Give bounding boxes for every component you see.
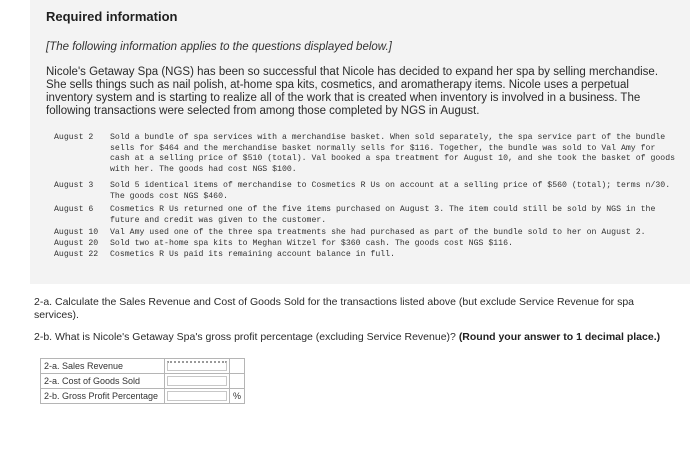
percent-unit: %: [230, 389, 245, 404]
rounding-instruction: (Round your answer to 1 decimal place.): [458, 331, 661, 343]
transaction-date: August 22: [54, 250, 99, 259]
question-2a: 2-a. Calculate the Sales Revenue and Cost of Goods Sold for the transactions listed above (but exclude Service Revenue for spa services).: [34, 296, 635, 321]
transaction-text: Sold a bundle of spa services with a merchandise basket. When sold separately, the spa service part of the bundle sells for $464 and the merchandise basket normally sells for $116. Together, the bundle was sold to Val Amy for cash at a selling price of $510 (total). Val booked a spa treatment for August 10, and she took the basket of goods with her. The goods had cost NGS $100.: [110, 133, 676, 174]
sales-revenue-cell: [165, 359, 230, 374]
answer-label: 2-a. Cost of Goods Sold: [41, 374, 165, 389]
answer-label: 2-a. Sales Revenue: [41, 359, 165, 374]
transaction-text: Cosmetics R Us paid its remaining account balance in full.: [110, 250, 395, 259]
answer-row-cost-of-goods-sold: [41, 374, 245, 389]
answer-label: 2-b. Gross Profit Percentage: [41, 389, 165, 404]
gross-profit-percentage-cell: [165, 389, 230, 404]
unit-cell: [230, 359, 245, 374]
section-heading: Required information: [46, 9, 178, 24]
answer-row-gross-profit-percentage: [41, 389, 245, 404]
answer-table: [40, 358, 245, 404]
question-2b-text: 2-b. What is Nicole's Getaway Spa's gross profit percentage (excluding Service Revenue)?: [34, 331, 456, 343]
sales-revenue-input[interactable]: [167, 361, 227, 371]
intro-note: [The following information applies to the questions displayed below.]: [46, 41, 392, 53]
answer-row-sales-revenue: [41, 359, 245, 374]
transaction-date: August 3: [54, 181, 94, 190]
transaction-text: Val Amy used one of the three spa treatments she had purchased as part of the bundle sold to her on August 2.: [110, 228, 646, 237]
question-2b: [34, 331, 684, 344]
cost-of-goods-sold-cell: [165, 374, 230, 389]
unit-cell: [230, 374, 245, 389]
transaction-date: August 10: [54, 228, 99, 237]
transaction-text: Sold 5 identical items of merchandise to Cosmetics R Us on account at a selling price of $560 (total); terms n/30. The goods cost NGS $460.: [110, 181, 671, 201]
required-information-panel: [30, 0, 690, 284]
gross-profit-percentage-input[interactable]: [167, 391, 227, 401]
intro-paragraph: Nicole's Getaway Spa (NGS) has been so successful that Nicole has decided to expand her spa by selling merchandise. She sells things such as nail polish, at-home spa kits, cosmetics, and aromatherapy items. Nicole uses a perpetual inventory system and is starting to realize all of the work that is created when inventory is involved in a business. The following transactions were selected from among those completed by NGS in August.: [46, 66, 659, 117]
transaction-date: August 20: [54, 239, 99, 248]
transaction-date: August 6: [54, 205, 94, 214]
transaction-text: Cosmetics R Us returned one of the five items purchased on August 3. The item could still be sold by NGS in the future and credit was given to the customer.: [110, 205, 656, 225]
cost-of-goods-sold-input[interactable]: [167, 376, 227, 386]
transaction-date: August 2: [54, 133, 94, 142]
transaction-text: Sold two at-home spa kits to Meghan Witzel for $360 cash. The goods cost NGS $116.: [110, 239, 513, 248]
